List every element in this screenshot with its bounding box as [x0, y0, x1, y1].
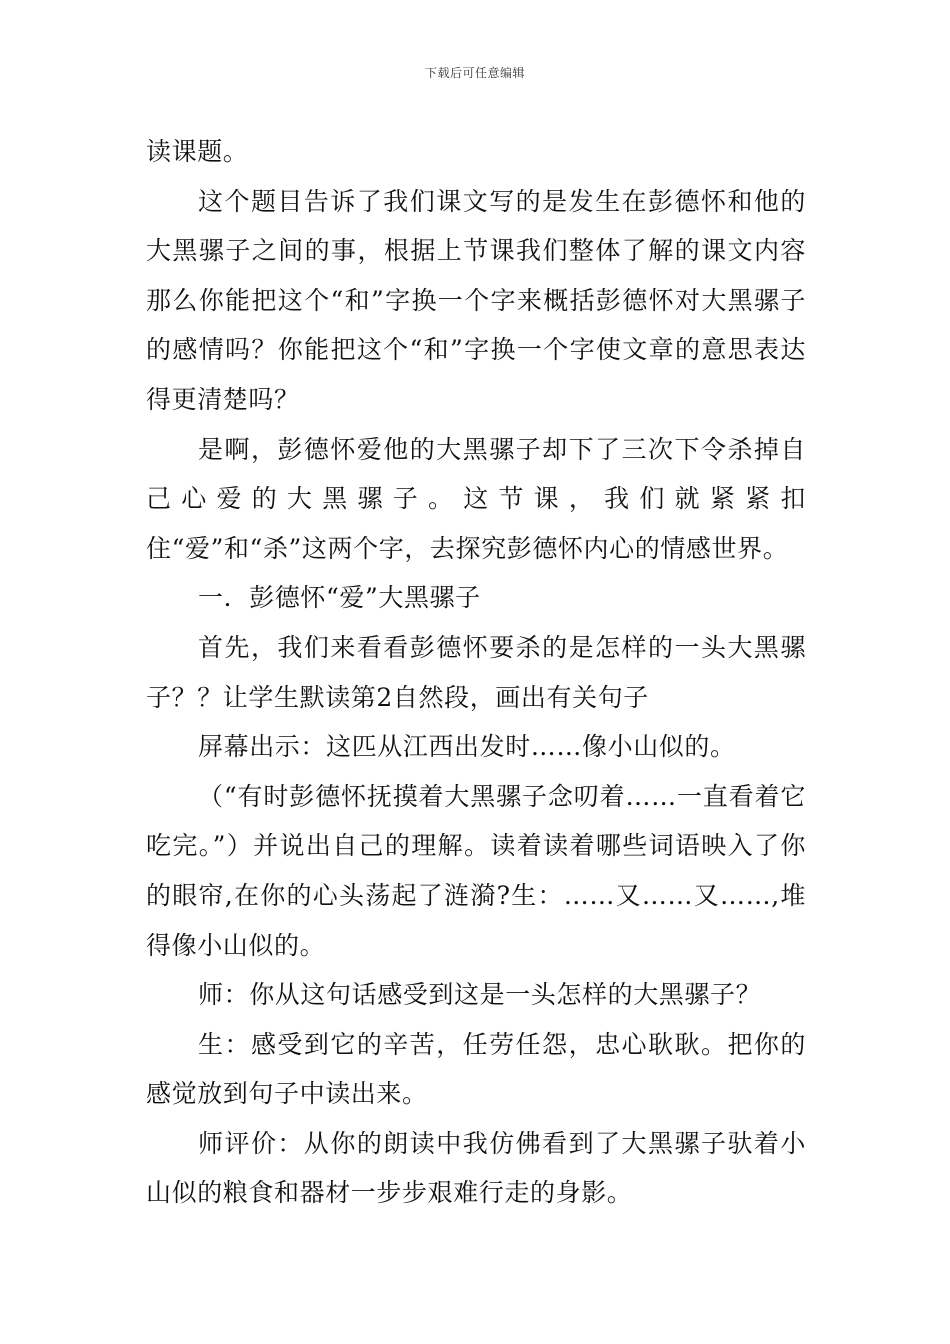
paragraph-screen-display: 屏幕出示：这匹从江西出发时……像小山似的。: [198, 732, 736, 762]
paragraph-love-and-kill: 是啊，彭德怀爱他的大黑骡子却下了三次下令杀掉自己心爱的大黑骡子。这节课，我们就紧紧扣住“爱”和“杀”这两个字，去探究彭德怀内心的情感世界。: [146, 434, 806, 563]
page-header-note: 下载后可任意编辑: [424, 66, 525, 80]
paragraph-silent-reading: 首先，我们来看看彭德怀要杀的是怎样的一头大黑骡子？？让学生默读第2自然段，画出有关句子: [146, 632, 806, 712]
document-body: [146, 127, 806, 1218]
paragraph-title-question: 这个题目告诉了我们课文写的是发生在彭德怀和他的大黑骡子之间的事，根据上节课我们整体了解的课文内容那么你能把这个“和”字换一个字来概括彭德怀对大黑骡子的感情吗？你能把这个“和”字换一个字使文章的意思表达得更清楚吗？: [146, 186, 806, 414]
paragraph-student-understanding: （“有时彭德怀抚摸着大黑骡子念叨着……一直看着它吃完。”）并说出自己的理解。读着读着哪些词语映入了你的眼帘,在你的心头荡起了涟漪?生：……又……又……,堆得像小山似的。: [146, 781, 806, 960]
section-heading-love: 一．彭德怀“爱”大黑骡子: [198, 583, 481, 613]
paragraph-teacher-evaluation: 师评价：从你的朗读中我仿佛看到了大黑骡子驮着小山似的粮食和器材一步步艰难行走的身影。: [146, 1128, 806, 1208]
paragraph-student-answer: 生：感受到它的辛苦，任劳任怨，忠心耿耿。把你的感觉放到句子中读出来。: [146, 1029, 806, 1109]
paragraph-teacher-question: 师：你从这句话感受到这是一头怎样的大黑骡子？: [198, 980, 762, 1010]
paragraph-read-title: 读课题。: [146, 137, 249, 166]
